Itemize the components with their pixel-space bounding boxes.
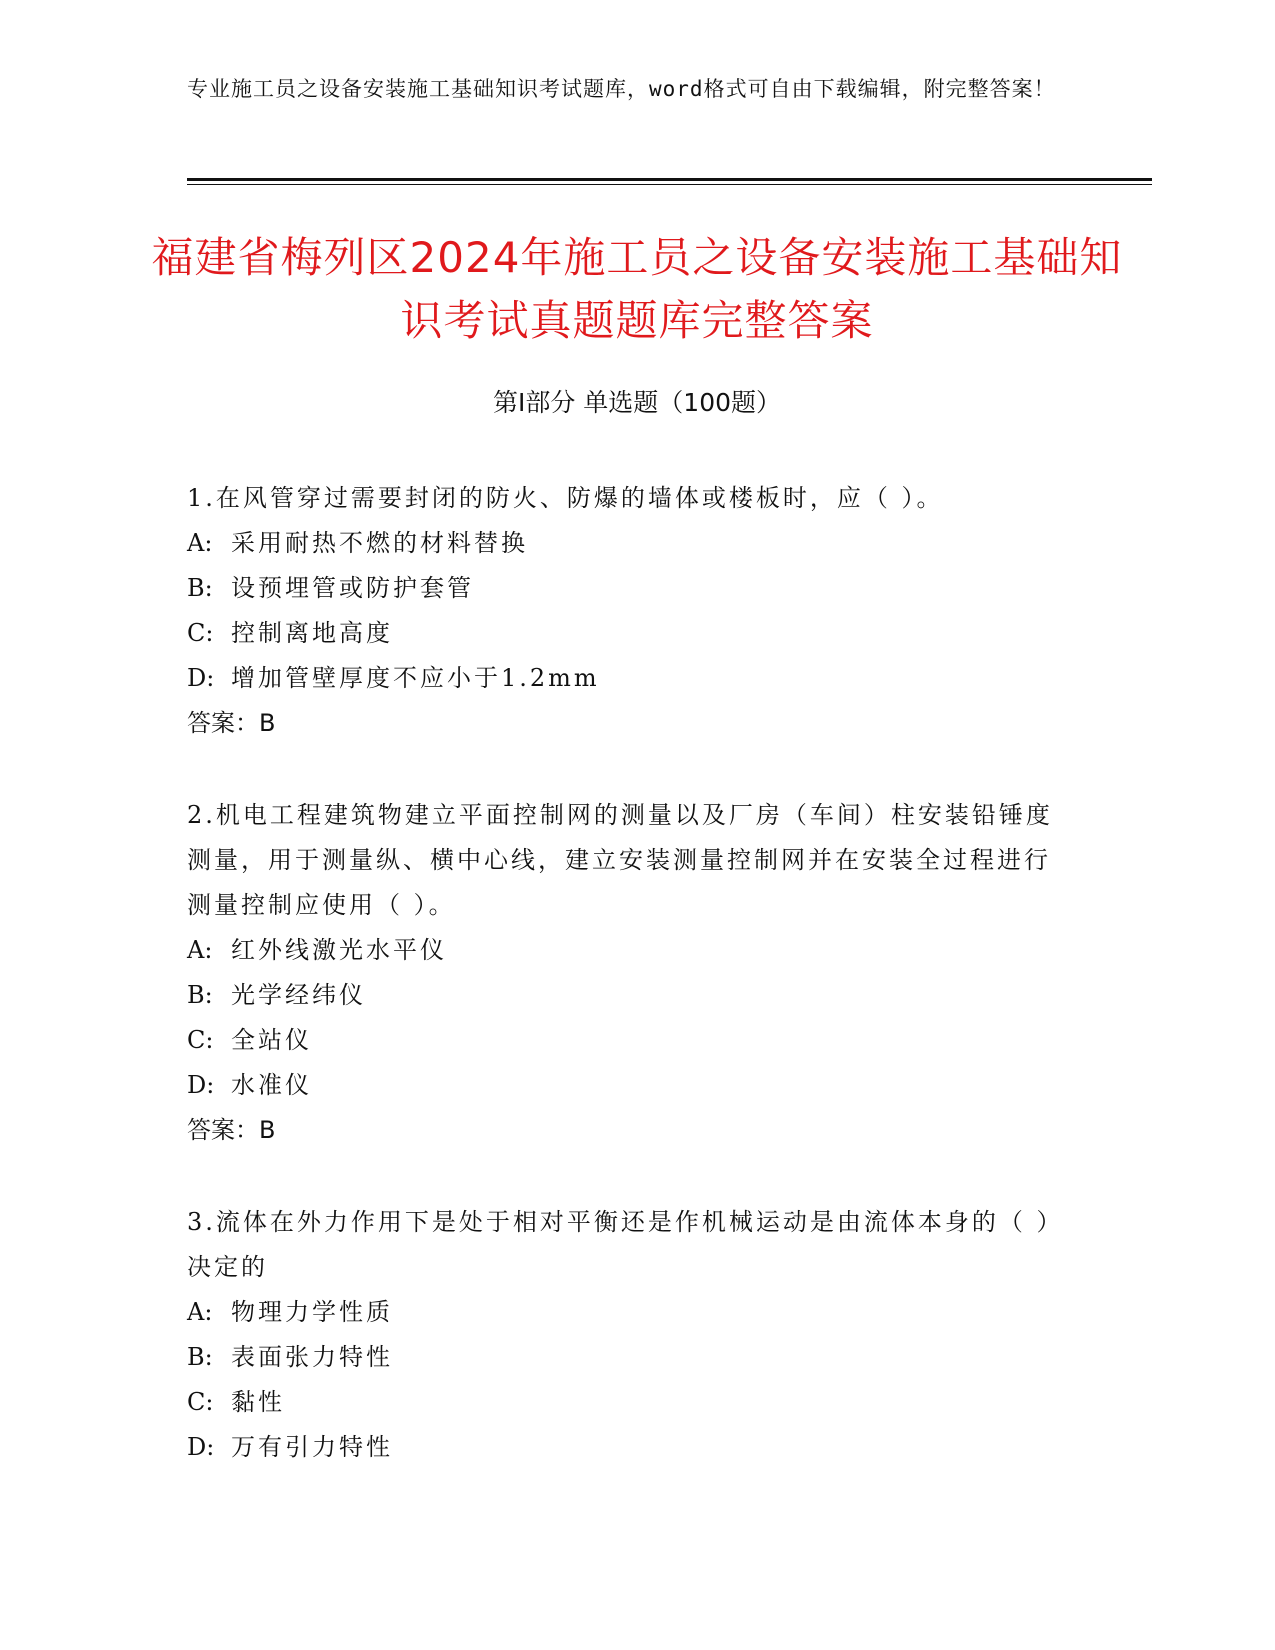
option-key: B: bbox=[187, 1343, 213, 1371]
option-b bbox=[187, 566, 1067, 611]
question-stem: 2.机电工程建筑物建立平面控制网的测量以及厂房（车间）柱安装铅锤度测量，用于测量纵、横中心线，建立安装测量控制网并在安装全过程进行测量控制应使用（ ）。 bbox=[187, 801, 1053, 919]
option-text: 控制离地高度 bbox=[231, 619, 393, 647]
header-note: 专业施工员之设备安装施工基础知识考试题库，word格式可自由下载编辑，附完整答案！ bbox=[187, 77, 1056, 101]
option-d bbox=[187, 1063, 1067, 1108]
option-a bbox=[187, 521, 1067, 566]
option-a bbox=[187, 1290, 1067, 1335]
option-text: 黏性 bbox=[231, 1388, 285, 1416]
header-rule-thick bbox=[187, 178, 1152, 181]
option-text: 全站仪 bbox=[231, 1026, 312, 1054]
option-text: 水准仪 bbox=[231, 1071, 312, 1099]
option-key: B: bbox=[187, 981, 213, 1009]
option-d bbox=[187, 1425, 1067, 1470]
option-d bbox=[187, 656, 1067, 701]
option-key: D: bbox=[187, 664, 215, 692]
option-text: 万有引力特性 bbox=[231, 1433, 393, 1461]
option-text: 表面张力特性 bbox=[231, 1343, 393, 1371]
answer-line: 答案：B bbox=[187, 1116, 276, 1144]
option-b bbox=[187, 1335, 1067, 1380]
option-a bbox=[187, 928, 1067, 973]
question-stem: 3.流体在外力作用下是处于相对平衡还是作机械运动是由流体本身的（ ）决定的 bbox=[187, 1208, 1064, 1281]
option-key: A: bbox=[187, 936, 213, 964]
section-title: 第Ⅰ部分 单选题（100题） bbox=[492, 388, 782, 417]
question-2 bbox=[187, 793, 1067, 1153]
question-stem: 1.在风管穿过需要封闭的防火、防爆的墙体或楼板时，应（ ）。 bbox=[187, 484, 944, 512]
option-text: 物理力学性质 bbox=[231, 1298, 393, 1326]
option-c bbox=[187, 1018, 1067, 1063]
option-b bbox=[187, 973, 1067, 1018]
question-1 bbox=[187, 476, 1067, 746]
option-key: C: bbox=[187, 1026, 214, 1054]
option-key: C: bbox=[187, 619, 214, 647]
document-title: 福建省梅列区2024年施工员之设备安装施工基础知识考试真题题库完整答案 bbox=[151, 233, 1123, 345]
option-text: 增加管壁厚度不应小于1.2mm bbox=[231, 664, 600, 692]
option-c bbox=[187, 611, 1067, 656]
option-key: A: bbox=[187, 529, 213, 557]
option-text: 光学经纬仪 bbox=[231, 981, 366, 1009]
option-c bbox=[187, 1380, 1067, 1425]
question-list bbox=[187, 476, 1067, 1517]
option-text: 设预埋管或防护套管 bbox=[231, 574, 474, 602]
option-key: D: bbox=[187, 1071, 215, 1099]
option-key: D: bbox=[187, 1433, 215, 1461]
answer-line: 答案：B bbox=[187, 709, 276, 737]
option-key: A: bbox=[187, 1298, 213, 1326]
option-text: 红外线激光水平仪 bbox=[231, 936, 447, 964]
option-key: C: bbox=[187, 1388, 214, 1416]
header-rule-thin bbox=[187, 184, 1152, 185]
option-text: 采用耐热不燃的材料替换 bbox=[231, 529, 528, 557]
question-3 bbox=[187, 1200, 1067, 1470]
option-key: B: bbox=[187, 574, 213, 602]
